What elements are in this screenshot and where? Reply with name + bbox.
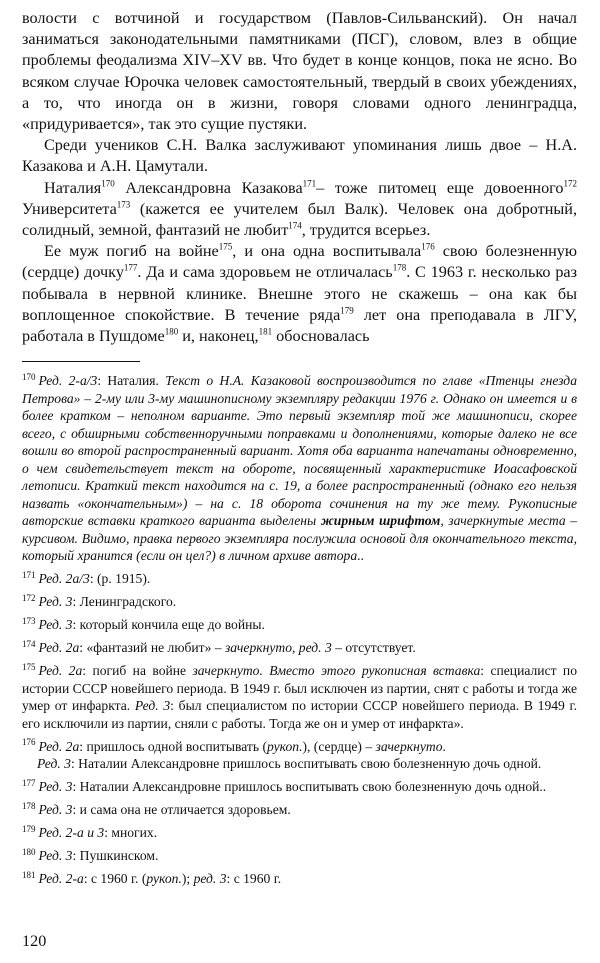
text-segment: : с 1960 г. ( (83, 871, 147, 887)
text-segment: рукоп. (267, 738, 303, 754)
footnote (22, 570, 577, 588)
text-segment: ); (181, 871, 194, 887)
text-segment: Александровна Казакова (114, 178, 303, 197)
text-segment: и, наконец, (178, 327, 259, 346)
footnote-number: 176 (22, 737, 36, 748)
footnote-number: 178 (22, 800, 36, 811)
text-segment: рукоп. (146, 871, 182, 887)
footnote-number: 181 (22, 869, 36, 880)
page-number: 120 (22, 932, 47, 950)
text-segment: : «фантазий не любит» – (79, 640, 225, 656)
text-segment: свою болезненную (сердце) дочку (22, 242, 577, 282)
text-segment: Наталия (44, 178, 102, 197)
footnote-ref: 173 (116, 199, 131, 210)
footnote-ref: 170 (101, 178, 115, 189)
text-segment: Среди учеников С.Н. Валка заслуживают упоминания лишь двое – Н.А. Казакова и А.Н. Цамутали. (22, 136, 577, 176)
paragraph (22, 178, 577, 242)
text-segment: жирным шрифтом (320, 513, 441, 529)
text-segment: Ред. 3 (38, 802, 73, 818)
footnote (22, 593, 577, 611)
footnote-ref: 175 (218, 241, 233, 252)
footnote-ref: 174 (288, 220, 302, 231)
footnote-continuation (22, 755, 577, 773)
footnote-ref: 177 (123, 263, 138, 274)
text-segment: .. (357, 548, 364, 564)
footnote (22, 372, 577, 565)
footnote (22, 801, 577, 819)
text-segment: – отсутствует. (331, 640, 416, 656)
text-segment: Ред. 3 (37, 756, 71, 772)
footnotes (22, 372, 577, 888)
main-text (22, 8, 577, 347)
text-segment: : (р. 1915). (89, 571, 151, 587)
footnote-number: 170 (22, 371, 36, 382)
text-segment: : который кончила еще до войны. (72, 617, 265, 633)
footnote (22, 662, 577, 732)
footnote-ref: 179 (340, 305, 354, 316)
text-segment: зачеркнуто (225, 640, 292, 656)
text-segment: : с 1960 г. (226, 871, 282, 887)
text-segment: . С 1963 г. несколько раз побывала в нервной клинике. Внешне этого не скажешь – она как бы воплощенное спокойствие. В течение ряда (22, 263, 577, 324)
text-segment: . Да и сама здоровьем не отличалась (137, 263, 393, 282)
footnote-number: 177 (22, 777, 36, 788)
footnote-number: 171 (22, 569, 36, 580)
text-segment: Ред. 3 (38, 617, 73, 633)
text-segment: Ее муж погиб на войне (44, 242, 219, 261)
text-segment: Ред. 3 (38, 848, 73, 864)
footnote (22, 639, 577, 657)
text-segment: ), (сердце) – (302, 738, 376, 754)
text-segment: Текст о Н.А. Казаковой воспроизводится по главе «Птенцы гнезда Петрова» – 2-му или 3-му машинописному экземпляру редакции 1976 г. Однако он имеется и в более кратком – неполном варианте. Это первый экземпляр той же машинописи, скорее всего, с обширными собственноручными поправками и дополнениями, которые далеко не все вошли во второй распространенный вариант. Хотя оба варианта напечатаны одновременно, о чем свидетельствует текст на обороте, посвященный характеристике Иоасафовской летописи. Краткий текст находится на с. 19, а более распространенный (однако его нельзя назвать «окончательным») – на с. 18 оборота сочинения на ту же тему. Рукописные авторские вставки краткого варианта выделены (22, 373, 577, 529)
text-segment: – тоже питомец еще довоенного (316, 178, 564, 197)
text-segment: , и она одна воспитывала (232, 242, 422, 261)
footnote (22, 616, 577, 634)
text-segment: : был специалистом по истории СССР новейшего периода. В 1949 г. его исключили из партии, сняли с работы. Тогда же он и умер от инфаркта». (22, 698, 577, 731)
text-segment: : и сама она не отличается здоровьем. (72, 802, 291, 818)
footnote (22, 870, 577, 888)
paragraph (22, 135, 577, 177)
footnote-number: 179 (22, 823, 36, 834)
text-segment: : специалист по истории СССР новейшего периода. В 1949 г. был исключен из партии, снят с работы и тогда же умер от инфаркта. (22, 663, 578, 714)
text-segment: (кажется ее учителем был Валк). Человек она добротный, солидный, земной, фантазий не любит (22, 199, 577, 240)
text-segment: Ред. 3 (38, 779, 73, 795)
footnote-ref: 172 (563, 178, 577, 189)
text-segment: Ред. 2а (38, 738, 80, 754)
text-segment: , зачеркнутые места – курсивом. Видимо, правка первого экземпляра послужила основой для окончательного текста, который хранится (если он цел?) в личном архиве автора (22, 513, 577, 564)
paragraph (22, 241, 577, 347)
text-segment: : Наталии Александровне пришлось воспитывать свою болезненную дочь одной. (70, 756, 542, 772)
text-segment: Ред. 3 (134, 698, 171, 714)
footnote-number: 175 (22, 661, 36, 672)
text-segment: Ред. 3 (38, 594, 73, 610)
text-segment: зачеркнуто (375, 738, 443, 754)
text-segment: лет она преподавала в ЛГУ, работала в Пушдоме (22, 305, 578, 346)
text-segment: обосновалась (272, 327, 370, 346)
text-segment: Ред. 2а (38, 663, 83, 679)
text-segment: Ред. 2-а/3 (38, 373, 98, 389)
footnote (22, 847, 577, 865)
footnote-ref: 180 (164, 326, 179, 337)
footnote-number: 174 (22, 638, 36, 649)
text-segment: , (292, 640, 299, 656)
footnote-ref: 171 (302, 178, 317, 189)
footnote-ref: 176 (421, 241, 435, 252)
text-segment: : Наталия. (97, 373, 166, 389)
text-segment: Университета (22, 199, 117, 218)
text-segment: зачеркнуто. Вместо этого рукописная вставка (192, 663, 481, 679)
text-segment: : Пушкинском. (72, 848, 159, 864)
footnote-number: 172 (22, 592, 36, 603)
text-segment: Ред. 2-а (38, 871, 84, 887)
footnote (22, 824, 577, 842)
footnote (22, 778, 577, 796)
footnote-number: 173 (22, 615, 36, 626)
footnote-separator (22, 361, 140, 362)
text-segment: , трудится всерьез. (301, 221, 431, 240)
text-segment: волости с вотчиной и государством (Павлов-Сильванский). Он начал заниматься законодательными памятниками (ПСГ), словом, влез в общие проблемы феодализма XIV–XV вв. Что будет в конце концов, пока не ясно. Во всяком случае Юрочка человек самостоятельный, твердый в своих убеждениях, а то, что иногда он в жизни, говоря словами одного ленинградца, «придуривается», так это сущие пустяки. (22, 9, 577, 134)
text-segment: : Ленинградского. (72, 594, 177, 610)
page (22, 8, 577, 893)
text-segment: ред. 3 (193, 871, 227, 887)
text-segment: : многих. (104, 825, 158, 841)
text-segment: Ред. 2-а и 3 (38, 825, 105, 841)
footnote-ref: 178 (392, 263, 407, 274)
text-segment: . (442, 738, 446, 754)
paragraph (22, 8, 577, 135)
text-segment: Ред. 2а/3 (38, 571, 90, 587)
text-segment: : Наталии Александровне пришлось воспитывать свою болезненную дочь одной.. (72, 779, 547, 795)
footnote-number: 180 (22, 846, 36, 857)
text-segment: ред. 3 (298, 640, 332, 656)
footnote (22, 738, 577, 773)
text-segment: Ред. 2а (38, 640, 80, 656)
footnote-ref: 181 (258, 326, 273, 337)
text-segment: : пришлось одной воспитывать ( (79, 738, 267, 754)
text-segment: : погиб на войне (82, 663, 193, 679)
